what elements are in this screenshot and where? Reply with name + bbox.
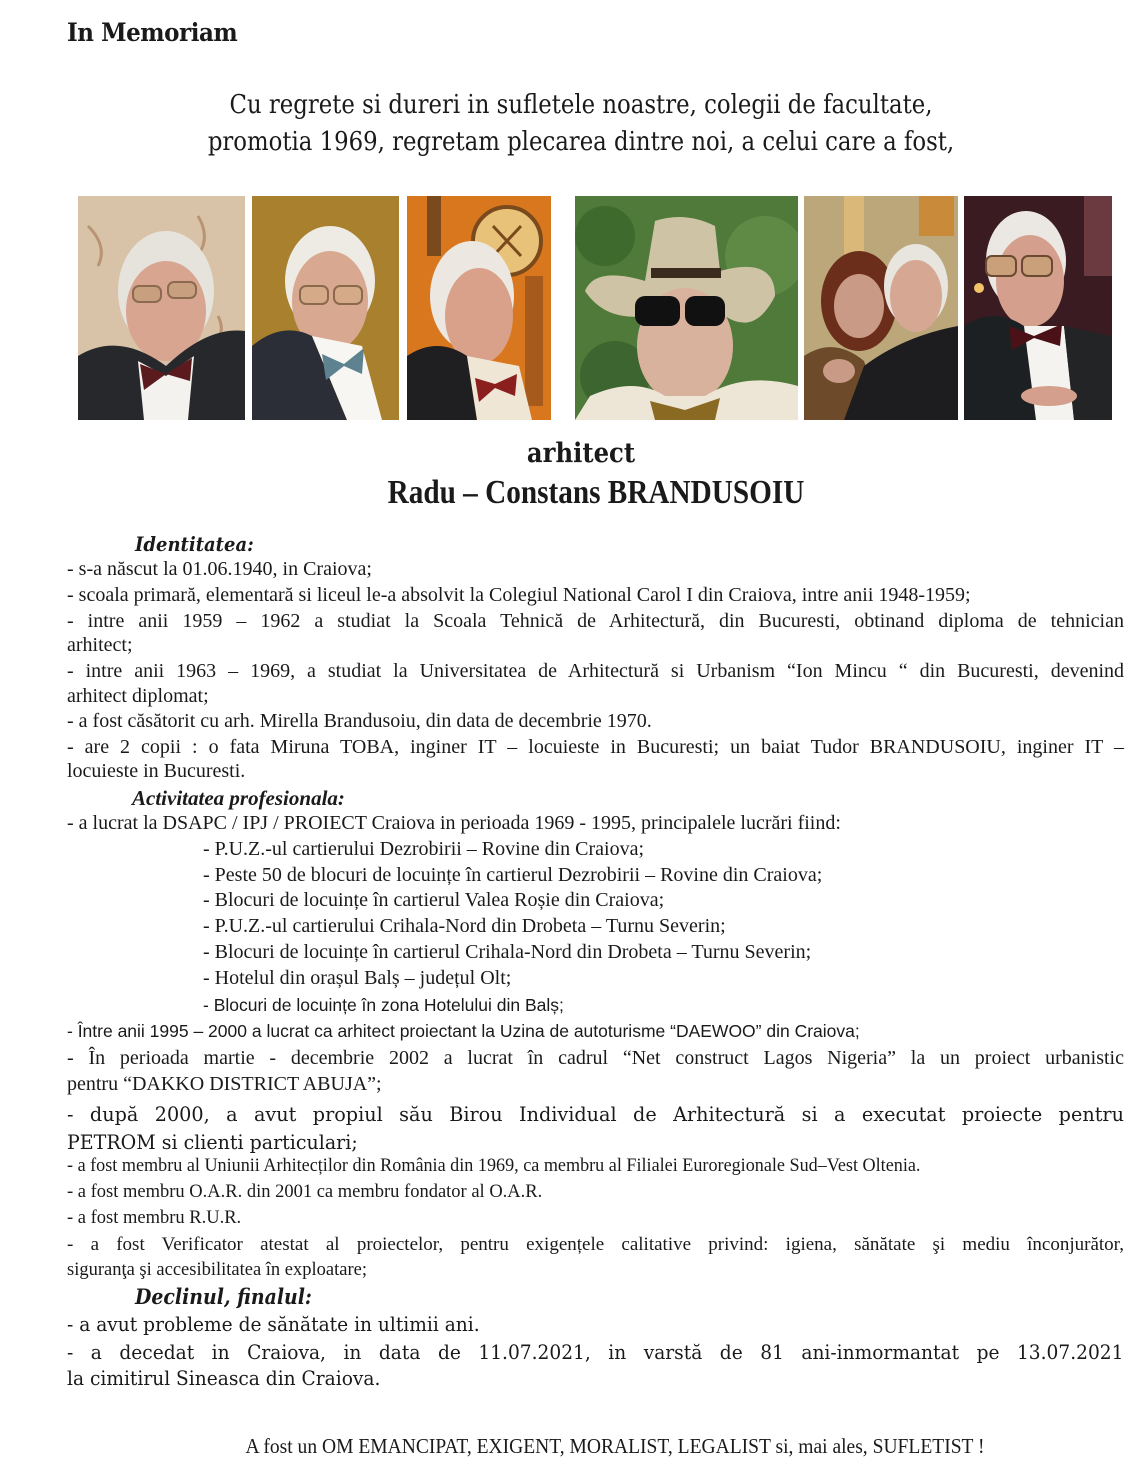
identity-line: arhitect diplomat; <box>67 685 209 707</box>
professional-line: - a fost membru O.A.R. din 2001 ca membru fondator al O.A.R. <box>67 1182 543 1202</box>
section-heading-identity: Identitatea: <box>135 532 254 556</box>
portrait-image <box>575 196 798 420</box>
professional-line: siguranţa şi accesibilitatea în exploatare; <box>67 1260 367 1280</box>
work-item: - Hotelul din orașul Balș – județul Olt; <box>203 967 512 989</box>
work-item: - P.U.Z.-ul cartierului Dezrobirii – Rovine din Craiova; <box>203 838 645 860</box>
photo-portrait-2 <box>252 196 399 420</box>
in-memoriam-label: In Memoriam <box>67 18 238 47</box>
identity-line: - scoala primară, elementară si liceul le-a absolvit la Colegiul National Carol I din Craiova, intre anii 1948-1959; <box>67 584 971 606</box>
photo-portrait-1 <box>78 196 245 420</box>
identity-line: - intre anii 1959 – 1962 a studiat la Scoala Tehnică de Arhitectură, din Bucuresti, obtinand diploma de tehnician <box>67 610 1124 632</box>
professional-line: pentru “DAKKO DISTRICT ABUJA”; <box>67 1073 382 1095</box>
professional-line: - Între anii 1995 – 2000 a lucrat ca arhitect proiectant la Uzina de autoturisme “DAEWOO” din Craiova; <box>67 1021 860 1041</box>
professional-line: - după 2000, a avut propiul său Birou Individual de Arhitectură si a executat proiecte pentru <box>67 1102 1124 1126</box>
identity-line: - s-a născut la 01.06.1940, in Craiova; <box>67 558 372 580</box>
work-item: - Blocuri de locuințe în zona Hotelului din Balș; <box>203 995 564 1015</box>
photo-portrait-3 <box>407 196 551 420</box>
work-item: - Peste 50 de blocuri de locuințe în cartierul Dezrobirii – Rovine din Craiova; <box>203 864 823 886</box>
work-item: - Blocuri de locuințe în cartierul Valea Roșie din Craiova; <box>203 889 665 911</box>
work-item: - Blocuri de locuințe în cartierul Crihala-Nord din Drobeta – Turnu Severin; <box>203 941 812 963</box>
person-name: Radu – Constans BRANDUSOIU <box>387 474 805 511</box>
portrait-image <box>804 196 958 420</box>
intro-line: promotia 1969, regretam plecarea dintre noi, a celui care a fost, <box>207 126 955 157</box>
professional-line: - a fost membru al Uniunii Arhitecților din România din 1969, ca membru al Filialei Euroregionale Sud–Vest Oltenia. <box>67 1156 921 1176</box>
photo-portrait-4 <box>575 196 798 420</box>
identity-line: - intre anii 1963 – 1969, a studiat la Universitatea de Arhitectură si Urbanism “Ion Mincu “ din Bucuresti, devenind <box>67 660 1124 682</box>
intro-text <box>81 86 1080 160</box>
professional-line: - a fost membru R.U.R. <box>67 1208 242 1228</box>
photo-portrait-6 <box>964 196 1112 420</box>
decline-line: - a avut probleme de sănătate in ultimii ani. <box>67 1312 480 1336</box>
photo-couple-dancing <box>804 196 958 420</box>
identity-line: - are 2 copii : o fata Miruna TOBA, inginer IT – locuieste in Bucuresti; un baiat Tudor BRANDUSOIU, inginer IT – <box>67 736 1124 758</box>
portrait-image <box>407 196 551 420</box>
portrait-image <box>78 196 245 420</box>
photo-strip <box>0 196 1140 422</box>
section-heading-decline: Declinul, finalul: <box>135 1284 312 1309</box>
portrait-image <box>964 196 1112 420</box>
identity-line: arhitect; <box>67 634 133 656</box>
professional-intro: - a lucrat la DSAPC / IPJ / PROIECT Craiova in perioada 1969 - 1995, principalele lucrări fiind: <box>67 812 841 834</box>
closing-statement: A fost un OM EMANCIPAT, EXIGENT, MORALIST, LEGALIST si, mai ales, SUFLETIST ! <box>245 1434 985 1458</box>
portrait-image <box>252 196 399 420</box>
decline-line: la cimitirul Sineasca din Craiova. <box>67 1366 381 1390</box>
professional-line: PETROM si clienti particulari; <box>67 1130 358 1154</box>
professional-line: - În perioada martie - decembrie 2002 a lucrat în cadrul “Net construct Lagos Nigeria” la un proiect urbanistic <box>67 1047 1124 1069</box>
professional-line: - a fost Verificator atestat al proiectelor, pentru exigențele calitative privind: igiena, sănătate şi mediu înconjurător, <box>67 1234 1124 1255</box>
work-item: - P.U.Z.-ul cartierului Crihala-Nord din Drobeta – Turnu Severin; <box>203 915 726 937</box>
section-heading-professional: Activitatea profesionala: <box>132 786 345 810</box>
intro-line: Cu regrete si dureri in sufletele noastre, colegii de facultate, <box>229 89 933 120</box>
identity-line: locuieste in Bucuresti. <box>67 760 246 782</box>
decline-line: - a decedat in Craiova, in data de 11.07.2021, in varstă de 81 ani-inmormantat pe 13.07.2021 <box>67 1340 1124 1364</box>
profession-label: arhitect <box>526 438 636 469</box>
identity-line: - a fost căsătorit cu arh. Mirella Brandusoiu, din data de decembrie 1970. <box>67 710 652 732</box>
